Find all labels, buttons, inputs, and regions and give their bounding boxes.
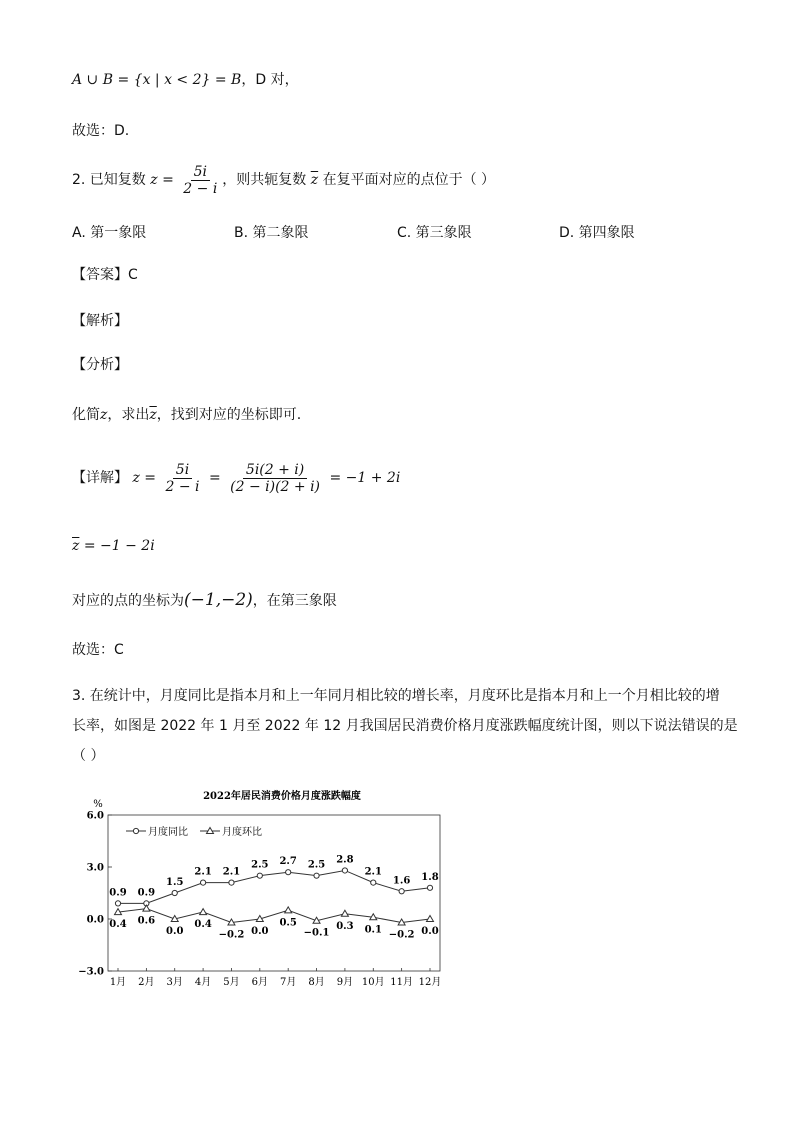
x-tick-label: 3月	[166, 977, 183, 988]
data-point-triangle	[200, 909, 207, 915]
data-point-circle	[342, 868, 347, 873]
answer-tag: 【答案】	[72, 267, 128, 283]
x-tick-label: 4月	[194, 977, 212, 988]
q3-line-3: （ ）	[72, 748, 105, 764]
data-point-triangle	[285, 907, 292, 913]
answer-line	[72, 265, 138, 285]
y-tick-label: −3.0	[78, 966, 104, 978]
x-tick-label: 1月	[109, 977, 127, 988]
point-a: 对应的点的坐标为	[72, 593, 184, 609]
x-tick-label: 2月	[138, 977, 155, 988]
data-point-circle	[172, 890, 177, 895]
x-tick-label: 12月	[418, 977, 442, 988]
data-point-circle	[257, 873, 262, 878]
detail-fraction-1	[162, 462, 202, 495]
option-b: B. 第二象限	[234, 225, 309, 241]
detail-f1-den: 2 − i	[165, 478, 200, 495]
series-line-1	[118, 870, 430, 903]
data-label-mom: −0.2	[388, 929, 415, 941]
data-label-mom: 0.3	[336, 920, 354, 932]
data-label-yoy: 2.1	[222, 866, 241, 878]
point-coord: (−1,−2)	[184, 590, 253, 610]
detail-f2-num: 5i(2 + i)	[243, 462, 307, 479]
x-tick-label: 11月	[390, 977, 414, 988]
data-label-yoy: 1.6	[392, 875, 411, 887]
point-b: ，在第三象限	[252, 593, 337, 609]
conj-zbar: $\overline{z}$	[72, 538, 80, 554]
detail-tag: 【详解】	[72, 470, 128, 486]
data-label-mom: −0.1	[303, 927, 330, 939]
legend-series-2: 月度环比	[222, 827, 262, 838]
detail-f2-den: (2 − i)(2 + i)	[230, 478, 321, 495]
fenxi-b: ，求出	[107, 407, 150, 423]
legend-circle-marker	[133, 828, 138, 833]
legend-series-1: 月度同比	[148, 827, 188, 838]
data-label-yoy: 2.5	[307, 859, 326, 871]
detail-f1-num: 5i	[173, 462, 192, 479]
data-label-yoy: 0.9	[109, 887, 127, 899]
top-line-suffix: ，D 对，	[241, 72, 299, 88]
data-label-yoy: 2.5	[251, 859, 269, 871]
x-tick-label: 10月	[361, 977, 385, 988]
fenxi-a: 化简	[72, 407, 100, 423]
detail-line	[72, 458, 400, 498]
data-point-triangle	[143, 905, 150, 911]
detail-eq: =	[208, 470, 221, 486]
data-point-triangle	[341, 910, 348, 916]
q2-frac-num: 5i	[191, 164, 210, 181]
option-a: A. 第一象限	[72, 225, 147, 241]
q2-z-label: z =	[150, 172, 174, 188]
data-point-triangle	[427, 916, 434, 922]
data-label-mom: 0.0	[421, 926, 439, 937]
series-line-2	[118, 909, 430, 923]
data-label-mom: 0.6	[137, 915, 156, 927]
data-label-yoy: 1.8	[421, 871, 439, 883]
x-tick-label: 7月	[279, 977, 297, 988]
data-label-yoy: 2.8	[336, 854, 354, 866]
y-tick-label: 0.0	[86, 914, 104, 926]
top-line	[72, 70, 299, 90]
union-expression: A ∪ B = {x | x < 2} = B	[72, 72, 242, 88]
data-point-circle	[115, 901, 120, 906]
data-label-yoy: 0.9	[137, 887, 156, 899]
detail-result: = −1 + 2i	[329, 470, 401, 486]
fenxi-c: ，找到对应的坐标即可.	[156, 407, 302, 423]
chart-plot-frame	[108, 815, 440, 971]
y-tick-label: 6.0	[86, 810, 104, 822]
conj-rest: = −1 − 2i	[83, 538, 155, 554]
point-line	[72, 590, 337, 611]
data-point-circle	[399, 889, 404, 894]
conjugate-line	[72, 536, 155, 556]
detail-z-label: z =	[132, 470, 157, 486]
data-label-yoy: 1.5	[166, 877, 184, 888]
chart-title: 2022年居民消费价格月度涨跌幅度	[203, 791, 361, 802]
fenxi-text	[72, 405, 301, 425]
data-label-mom: 0.4	[194, 919, 212, 931]
select-c: 故选：C	[72, 642, 124, 658]
q2-middle: ，则共轭复数	[222, 172, 307, 188]
fenxi-zbar: $\overline{z}$	[149, 407, 157, 423]
data-label-yoy: 2.1	[194, 866, 212, 878]
data-label-mom: 0.1	[364, 924, 382, 936]
x-tick-label: 9月	[336, 977, 354, 988]
y-tick-label: 3.0	[86, 862, 104, 874]
data-label-mom: 0.0	[251, 926, 269, 937]
chart-legend	[126, 825, 262, 838]
data-label-mom: 0.0	[166, 926, 184, 937]
data-point-circle	[286, 870, 291, 875]
jiexi-heading: 【解析】	[72, 313, 128, 329]
data-label-mom: −0.2	[218, 929, 245, 941]
option-d: D. 第四象限	[559, 225, 635, 241]
x-tick-label: 6月	[251, 977, 269, 988]
x-tick-label: 5月	[223, 977, 240, 988]
data-point-circle	[427, 885, 432, 890]
q2-frac-den: 2 − i	[183, 180, 218, 197]
data-point-circle	[229, 880, 234, 885]
data-point-circle	[371, 880, 376, 885]
q2-zbar: $\overline{z}$	[310, 172, 319, 188]
fenxi-z: z	[100, 407, 108, 423]
chart-ylabel: %	[93, 799, 103, 810]
data-point-circle	[314, 873, 319, 878]
data-label-yoy: 2.7	[279, 856, 297, 868]
detail-fraction-2	[227, 462, 323, 495]
q2-fraction	[180, 164, 220, 197]
q3-line-2: 长率，如图是 2022 年 1 月至 2022 年 12 月我国居民消费价格月度涨跌幅度统计图，则以下说法错误的是	[72, 718, 738, 734]
data-label-yoy: 2.1	[364, 866, 382, 878]
question-2	[72, 162, 495, 198]
data-point-circle	[200, 880, 205, 885]
q2-suffix: 在复平面对应的点位于（ ）	[322, 172, 496, 188]
option-c: C. 第三象限	[397, 225, 472, 241]
data-label-mom: 0.4	[109, 919, 127, 931]
select-d: 故选：D.	[72, 123, 130, 139]
answer-value: C	[128, 267, 138, 283]
x-tick-label: 8月	[308, 977, 325, 988]
q2-prefix: 2. 已知复数	[72, 172, 146, 188]
q3-line-1: 3. 在统计中，月度同比是指本月和上一年同月相比较的增长率，月度环比是指本月和上一个月相比较的增	[72, 688, 720, 704]
data-label-mom: 0.5	[279, 917, 297, 929]
fenxi-heading: 【分析】	[72, 357, 128, 373]
cpi-line-chart	[72, 785, 452, 990]
